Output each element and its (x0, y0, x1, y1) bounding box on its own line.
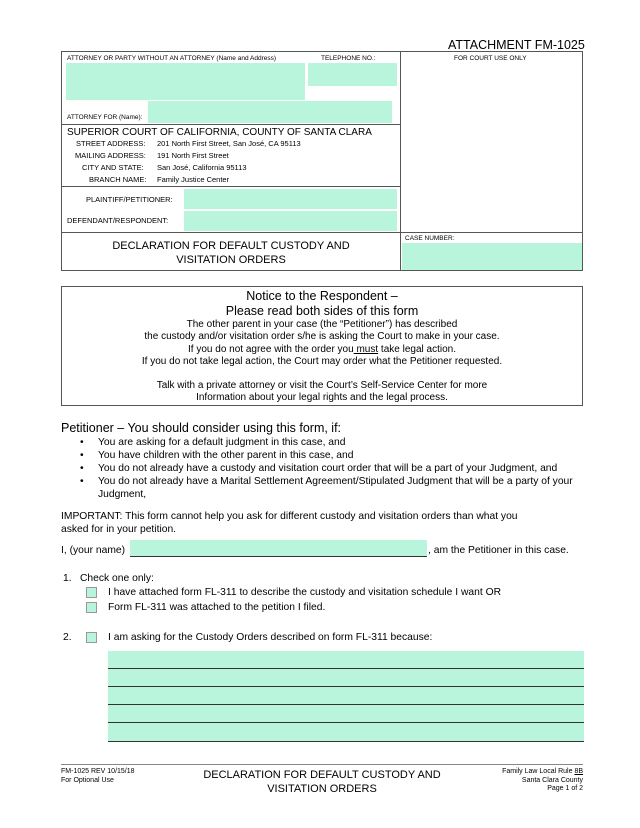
footer-rule (470, 768, 583, 777)
notice-title-line1: Notice to the Respondent – (246, 289, 398, 303)
mailing-address-label: MAILING ADDRESS: (75, 151, 146, 160)
notice-line3-post: take legal action. (378, 343, 456, 355)
item1-option-b-checkbox[interactable] (86, 602, 97, 613)
footer-form-id: FM-1025 REV 10/15/18 (61, 768, 135, 775)
your-name-prefix: I, (your name) (61, 545, 126, 556)
footer-rule-number: 8B (574, 768, 583, 775)
list-item: • You have children with the other parent in this case, and (76, 449, 586, 462)
caption-form-title (62, 239, 400, 267)
branch-name-label: BRANCH NAME: (89, 175, 147, 184)
defendant-label: DEFENDANT/RESPONDENT: (67, 216, 169, 225)
footer-page-number: Page 1 of 2 (547, 785, 583, 792)
item2-reason-textarea[interactable] (108, 651, 584, 742)
plaintiff-label: PLAINTIFF/PETITIONER: (86, 195, 173, 204)
footer-optional: For Optional Use (61, 776, 114, 784)
notice-line3-pre: If you do not agree with the order you (188, 343, 354, 355)
item2-number: 2. (63, 632, 72, 643)
notice-line1: The other parent in your case (the “Petitioner”) has described (186, 319, 458, 330)
caption-form-title-line1: DECLARATION FOR DEFAULT CUSTODY AND (112, 240, 350, 252)
attorney-name-address-field[interactable] (66, 63, 305, 100)
case-number-label: CASE NUMBER: (405, 235, 455, 242)
item2-label: I am asking for the Custody Orders described on form FL-311 because: (108, 632, 433, 643)
reason-rule-line (108, 668, 584, 669)
petitioner-heading: Petitioner – You should consider using this form, if: (61, 421, 342, 435)
caption-vertical-divider (400, 51, 401, 271)
footer-title-line2: VISITATION ORDERS (267, 783, 377, 795)
notice-line5: Talk with a private attorney or visit the Court’s Self-Service Center for more (156, 380, 488, 392)
notice-line3-emphasis: must (353, 343, 379, 355)
court-name: SUPERIOR COURT OF CALIFORNIA, COUNTY OF SANTA CLARA (67, 127, 372, 138)
item1-option-b-label: Form FL-311 was attached to the petition I filed. (108, 602, 326, 613)
caption-form-title-line2: VISITATION ORDERS (176, 254, 286, 266)
important-line2: asked for in your petition. (61, 524, 177, 535)
notice-line2: the custody and/or visitation order s/he is asking the Court to make in your case. (144, 331, 500, 343)
attorney-for-label: ATTORNEY FOR (Name): (67, 114, 143, 121)
footer-county: Santa Clara County (521, 776, 583, 784)
reason-rule-line (108, 741, 584, 742)
defendant-field[interactable] (184, 211, 397, 231)
notice-line6: Information about your legal rights and the legal process. (196, 392, 448, 404)
item1-label: Check one only: (80, 573, 154, 584)
footer-title-line1: DECLARATION FOR DEFAULT CUSTODY AND (203, 769, 441, 781)
list-item: • You do not already have a Marital Settlement Agreement/Stipulated Judgment that will be a party of your Judgment, (76, 475, 586, 501)
caption-attorney-divider (61, 124, 401, 125)
reason-rule-line (108, 686, 584, 687)
court-use-label: FOR COURT USE ONLY (454, 55, 527, 62)
footer-divider (61, 764, 583, 765)
notice-line3 (62, 344, 582, 356)
attorney-label: ATTORNEY OR PARTY WITHOUT AN ATTORNEY (Name and Address) (67, 55, 277, 62)
notice-content (62, 289, 582, 405)
footer-left (61, 768, 135, 785)
city-state-label: CITY AND STATE: (82, 163, 144, 172)
item1-option-a-label: I have attached form FL-311 to describe the custody and visitation schedule I want OR (108, 587, 502, 598)
telephone-label: TELEPHONE NO.: (321, 55, 376, 62)
notice-line4: If you do not take legal action, the Court may order what the Petitioner requested. (141, 355, 503, 367)
item2-checkbox[interactable] (86, 632, 97, 643)
telephone-field[interactable] (308, 63, 397, 86)
reason-rule-line (108, 722, 584, 723)
list-item: • You are asking for a default judgment in this case, and (76, 436, 586, 449)
reason-rule-line (108, 704, 584, 705)
petitioner-bullet-list (76, 436, 586, 501)
case-number-field[interactable] (402, 243, 582, 270)
footer-title (180, 768, 464, 796)
city-state-value: San José, California 95113 (157, 163, 247, 172)
list-item: • You do not already have a custody and visitation court order that will be a part of your Judgment, and (76, 462, 586, 475)
branch-name-value: Family Justice Center (157, 175, 230, 184)
footer-rule-label: Family Law Local Rule (502, 768, 575, 775)
notice-title-line2: Please read both sides of this form (225, 304, 419, 318)
street-address-value: 201 North First Street, San José, CA 95113 (157, 139, 301, 148)
plaintiff-field[interactable] (184, 189, 397, 209)
your-name-suffix: , am the Petitioner in this case. (428, 545, 569, 556)
important-notice (61, 510, 591, 536)
street-address-label: STREET ADDRESS: (76, 139, 146, 148)
mailing-address-value: 191 North First Street (157, 151, 229, 160)
your-name-field[interactable] (130, 540, 427, 557)
footer-right (470, 768, 583, 794)
caption-court-divider (61, 186, 401, 187)
attorney-for-field[interactable] (148, 101, 392, 123)
caption-title-divider (61, 232, 583, 233)
attachment-label: ATTACHMENT FM-1025 (448, 38, 585, 52)
item1-option-a-checkbox[interactable] (86, 587, 97, 598)
important-line1: IMPORTANT: This form cannot help you ask for different custody and visitation orders than what you (61, 511, 518, 522)
item1-number: 1. (63, 573, 72, 584)
